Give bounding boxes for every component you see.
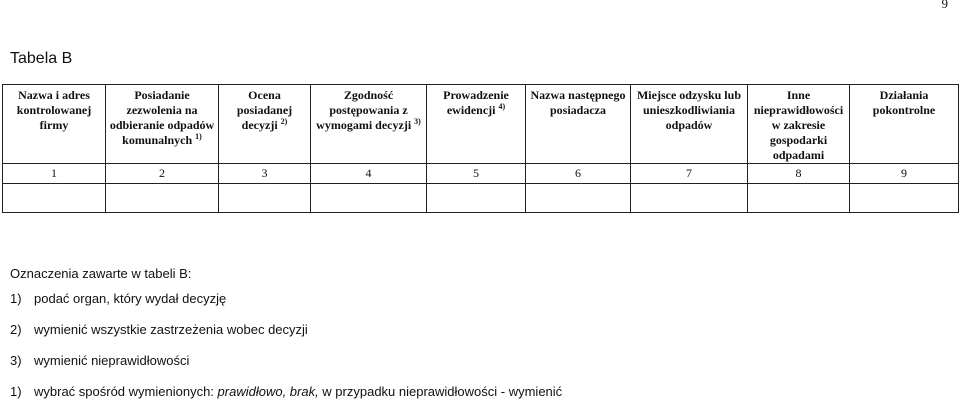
table-cell[interactable] (526, 184, 631, 213)
legend-item-number: 1) (10, 384, 22, 399)
header-cell: Zgodność postępowania z wymogami decyzji $^{3)}$ (311, 85, 427, 164)
table-cell[interactable] (106, 184, 219, 213)
table-cell[interactable] (748, 184, 850, 213)
legend-item-number: 2) (10, 322, 22, 337)
legend-item-text: wybrać spośród wymienionych: (34, 384, 218, 399)
table-row (3, 184, 959, 213)
legend-item-text: w przypadku nieprawidłowości - wymienić (318, 384, 563, 399)
column-number: 5 (427, 164, 526, 184)
table-title: Tabela B (10, 50, 73, 67)
header-cell: Prowadzenie ewidencji $^{4)}$ (427, 85, 526, 164)
header-row (3, 85, 959, 164)
column-number: 7 (631, 164, 748, 184)
legend-item (10, 384, 562, 399)
header-cell: Ocena posiadanej decyzji $^{2)}$ (219, 85, 311, 164)
header-cell: Nazwa następnego posiadacza (526, 85, 631, 164)
footnote-marker: 3) (414, 117, 421, 126)
legend-item-text: wymienić nieprawidłowości (34, 353, 190, 368)
footnote-marker: 1) (195, 132, 202, 141)
header-cell: Inne nieprawidłowości w zakresie gospodarki odpadami (748, 85, 850, 164)
legend-item (10, 322, 562, 337)
column-number: 9 (850, 164, 959, 184)
legend-item-text: podać organ, który wydał decyzję (34, 291, 227, 306)
header-cell: Miejsce odzysku lub unieszkodliwiania odpadów (631, 85, 748, 164)
header-cell: Nazwa i adres kontrolowanej firmy (3, 85, 106, 164)
column-number: 3 (219, 164, 311, 184)
table-cell[interactable] (427, 184, 526, 213)
table-cell[interactable] (850, 184, 959, 213)
footnote-marker: 2) (280, 117, 288, 126)
legend-item-number: 3) (10, 353, 22, 368)
column-number: 4 (311, 164, 427, 184)
legend-item-text: wymienić wszystkie zastrzeżenia wobec decyzji (34, 322, 308, 337)
table-b (2, 84, 959, 213)
legend-item (10, 353, 562, 368)
table-cell[interactable] (219, 184, 311, 213)
column-number: 1 (3, 164, 106, 184)
table-cell[interactable] (3, 184, 106, 213)
header-cell: Posiadanie zezwolenia na odbieranie odpadów komunalnych $^{1)}$ (106, 85, 219, 164)
legend-item-number: 1) (10, 291, 22, 306)
column-number-row (3, 164, 959, 184)
legend-title: Oznaczenia zawarte w tabeli B: (10, 266, 192, 281)
column-number: 2 (106, 164, 219, 184)
column-number: 8 (748, 164, 850, 184)
header-cell: Działania pokontrolne (850, 85, 959, 164)
legend-item (10, 291, 562, 306)
legend-item-italic-text: prawidłowo, brak, (217, 384, 319, 399)
page-number: 9 (941, 0, 948, 11)
column-number: 6 (526, 164, 631, 184)
footnote-marker: 4) (498, 102, 506, 111)
table-cell[interactable] (311, 184, 427, 213)
legend (10, 266, 562, 399)
table-cell[interactable] (631, 184, 748, 213)
